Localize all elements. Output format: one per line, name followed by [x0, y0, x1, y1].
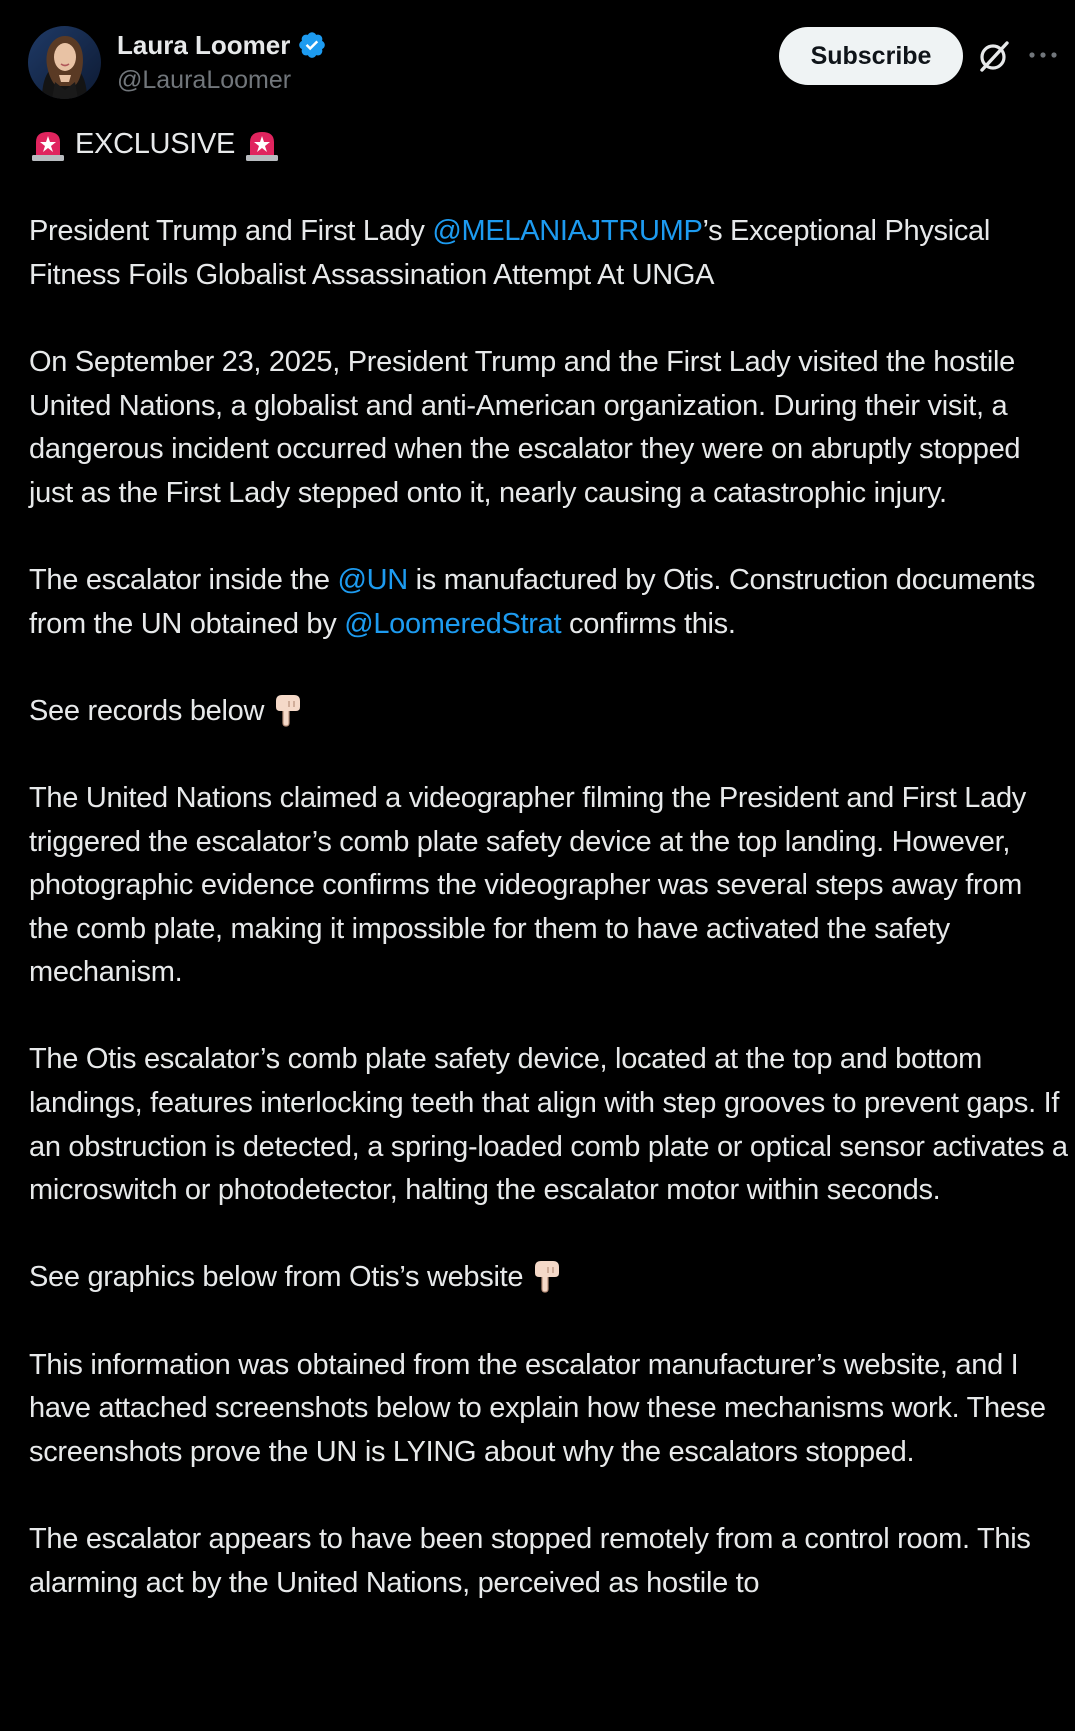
post-header: [0, 0, 1075, 120]
paragraph-3: The escalator inside the @UN is manufactured by Otis. Construction documents from the UN obtained by @LoomeredStrat confirms this.: [29, 563, 1036, 640]
verified-badge-icon[interactable]: [297, 30, 327, 60]
post-text: [29, 123, 1069, 1649]
paragraph-6: The Otis escalator’s comb plate safety device, located at the top and bottom landings, features interlocking teeth that align with step grooves to prevent gaps. If an obstruction is detected, a spring-loaded comb plate or optical sensor activates a microswitch or photodetector, halting the escalator motor within seconds.: [29, 1043, 1068, 1207]
pointing-down-emoji-icon: [531, 1258, 565, 1294]
grok-icon[interactable]: [976, 38, 1012, 74]
subscribe-button[interactable]: Subscribe: [779, 27, 963, 85]
mention-melaniajtrump[interactable]: @MELANIAJTRUMP: [432, 215, 703, 248]
headline-text: EXCLUSIVE: [75, 128, 236, 160]
paragraph-1: President Trump and First Lady @MELANIAJTRUMP’s Exceptional Physical Fitness Foils Globalist Assassination Attempt At UNGA: [29, 215, 991, 291]
paragraph-8: This information was obtained from the escalator manufacturer’s website, and I have attached screenshots below to explain how these mechanisms work. These screenshots prove the UN is LYING about why the escalators stopped.: [29, 1348, 1046, 1468]
paragraph-7: See graphics below from Otis’s website: [29, 1256, 1069, 1300]
siren-emoji-icon: [243, 127, 281, 163]
avatar-image: [28, 26, 101, 99]
paragraph-2: On September 23, 2025, President Trump and the First Lady visited the hostile United Nations, a globalist and anti-American organization. During their visit, a dangerous incident occurred when the escalator they were on abruptly stopped just as the First Lady stepped onto it, nearly causing a catastrophic injury.: [29, 345, 1021, 509]
paragraph-9: The escalator appears to have been stopped remotely from a control room. This alarming act by the United Nations, perceived as hostile to: [29, 1523, 1031, 1599]
author-name[interactable]: Laura Loomer: [117, 29, 291, 60]
avatar[interactable]: [28, 26, 101, 99]
author-name-row[interactable]: [117, 28, 327, 62]
mention-loomeredstrat[interactable]: @LoomeredStrat: [344, 607, 562, 640]
author-handle[interactable]: @LauraLoomer: [117, 66, 292, 94]
paragraph-5: The United Nations claimed a videographer filming the President and First Lady triggered the escalator’s comb plate safety device at the top landing. However, photographic evidence confirms the videographer was several steps away from the comb plate, making it impossible for them to have activated the safety mechanism.: [29, 781, 1026, 989]
more-options-icon[interactable]: [1028, 46, 1058, 64]
post-headline: [29, 123, 1069, 167]
siren-emoji-icon: [29, 127, 67, 163]
pointing-down-emoji-icon: [272, 692, 306, 728]
mention-un[interactable]: @UN: [337, 563, 408, 596]
paragraph-4: See records below: [29, 690, 1069, 734]
